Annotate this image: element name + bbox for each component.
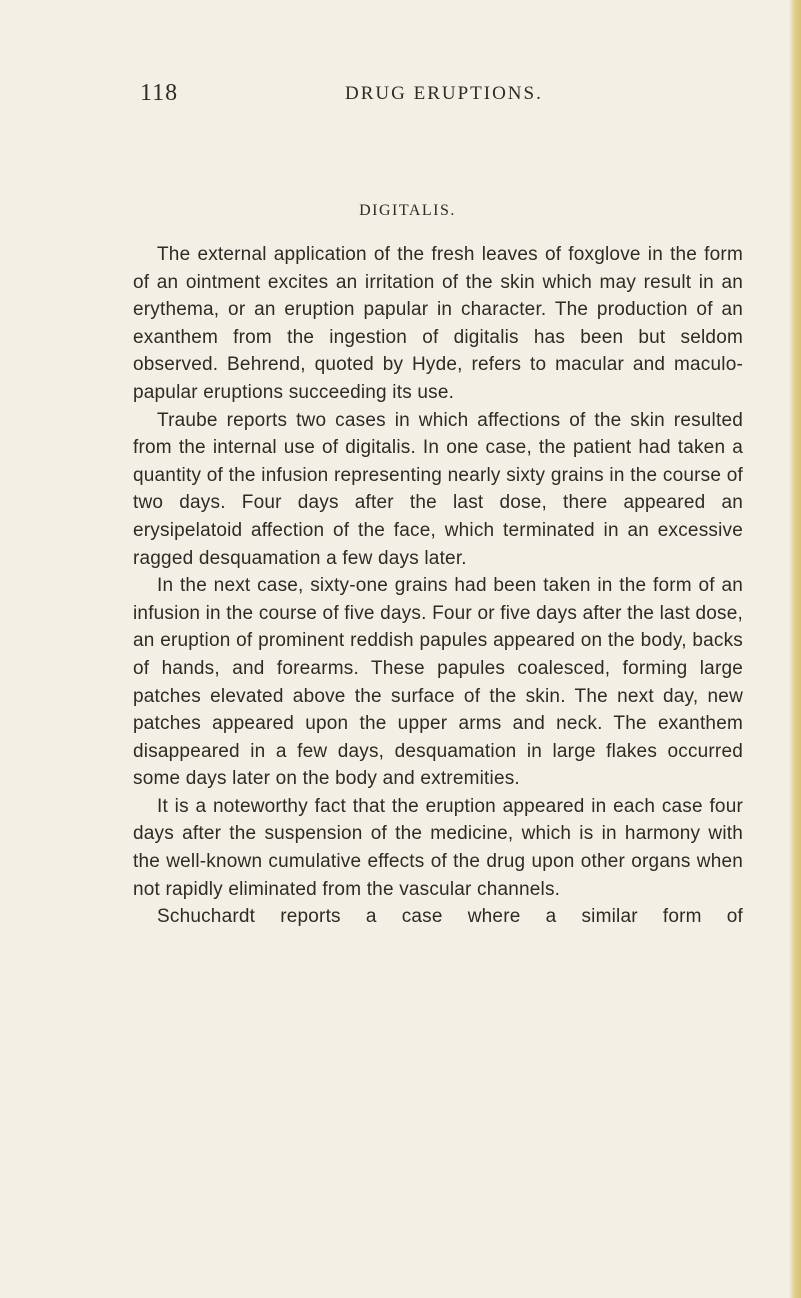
section-heading: DIGITALIS. <box>359 202 456 219</box>
paragraph-foxglove-application: The external application of the fresh leaves of foxglove in the form of an ointment excites an irritation of the skin which may result in an erythema, or an eruption papular in character. The production of an exanthem from the ingestion of digitalis has been but seldom observed. Behrend, quoted by Hyde, refers to macular and maculo-papular eruptions succeeding its use. <box>133 244 743 403</box>
paragraph-traube-first-case: Traube reports two cases in which affections of the skin resulted from the internal use of digitalis. In one case, the patient had taken a quantity of the infusion representing nearly sixty grains in the course of two days. Four days after the last dose, there appeared an erysipelatoid affection of the face, which terminated in an excessive ragged desquamation a few days later. <box>133 409 743 569</box>
paragraph-noteworthy-fact: It is a noteworthy fact that the eruption appeared in each case four days after the suspension of the medicine, which is in harmony with the well-known cumulative effects of the drug upon other organs when not rapidly eliminated from the vascular channels. <box>133 795 743 900</box>
paragraph-second-case: In the next case, sixty-one grains had been taken in the form of an infusion in the course of five days. Four or five days after the last dose, an eruption of prominent reddish papules appeared on the body, backs of hands, and forearms. These papules coalesced, forming large patches elevated above the surface of the skin. The next day, new patches appeared upon the upper arms and neck. The exanthem disappeared in a few days, desquamation in large flakes occurred some days later on the body and extremities. <box>133 575 743 790</box>
page-edge <box>789 0 801 1298</box>
running-head <box>0 80 801 110</box>
running-title: DRUG ERUPTIONS. <box>345 83 543 104</box>
paragraph-schuchardt: Schuchardt reports a case where a similar form of <box>157 906 743 928</box>
page-number: 118 <box>140 80 179 106</box>
body-text <box>133 241 743 931</box>
